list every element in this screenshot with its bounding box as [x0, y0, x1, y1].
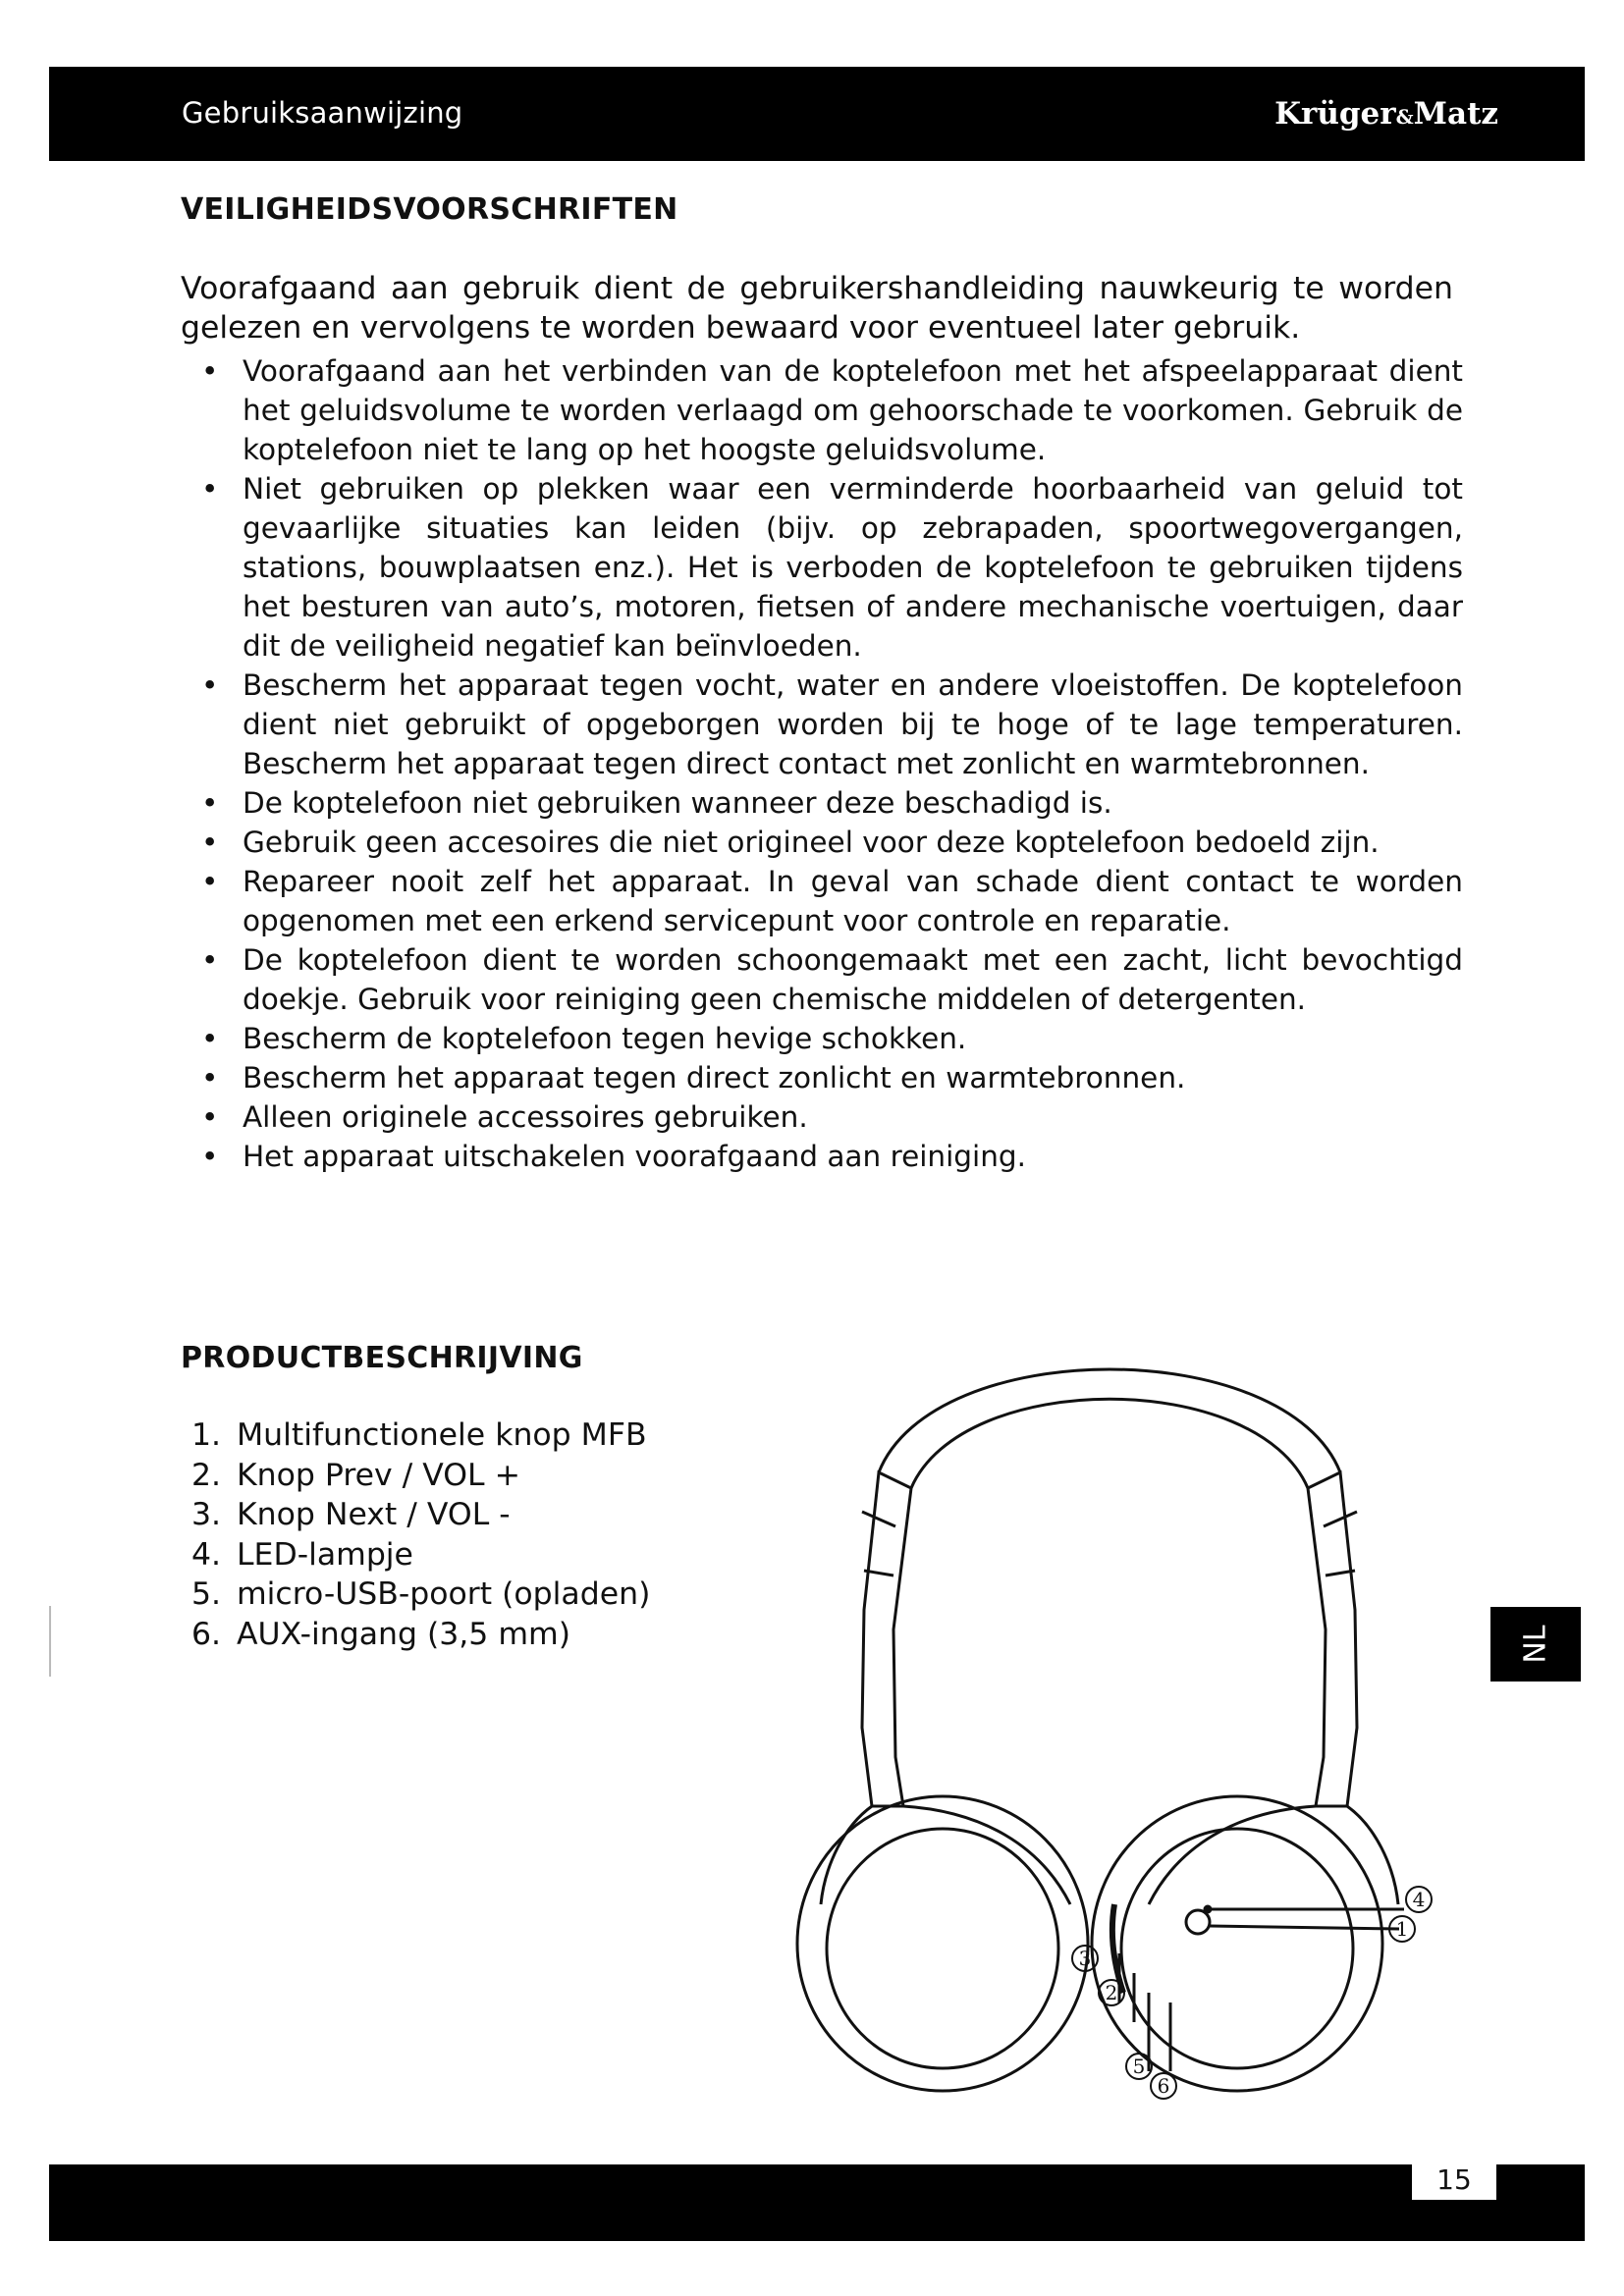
right-earcup-inner — [1121, 1829, 1353, 2068]
language-tab — [1490, 1607, 1581, 1682]
right-earcup-hinge — [1149, 1806, 1316, 1904]
bullet-glyph: • — [201, 826, 219, 859]
list-item — [201, 1058, 1463, 1097]
part-label: Knop Prev / VOL + — [237, 1457, 521, 1493]
headband-inner — [911, 1399, 1308, 1488]
bullet-glyph: • — [201, 1100, 219, 1134]
callout-4: 4 — [1412, 1888, 1426, 1911]
headband-outer — [879, 1369, 1340, 1472]
safety-intro: Voorafgaand aan gebruik dient de gebruikershandleiding nauwkeurig te worden gelezen en vervolgens te worden bewaard voor eventueel later gebruik. — [181, 271, 1453, 346]
list-item — [201, 940, 1463, 1019]
leader-line — [1210, 1926, 1399, 1929]
right-earcup-outer — [1092, 1796, 1382, 2091]
list-item — [201, 823, 1463, 862]
part-item — [191, 1535, 650, 1575]
list-item — [201, 1137, 1463, 1176]
list-item-text: Alleen originele accessoires gebruiken. — [243, 1100, 808, 1134]
list-item — [201, 1019, 1463, 1058]
right-slider-edge — [1324, 1512, 1357, 1526]
list-item-text: De koptelefoon niet gebruiken wanneer deze beschadigd is. — [243, 786, 1112, 820]
list-item-text: Repareer nooit zelf het apparaat. In geval van schade dient contact te worden opgenomen met een erkend servicepunt voor controle en reparatie. — [243, 865, 1463, 937]
bullet-glyph: • — [201, 1140, 219, 1173]
part-item — [191, 1495, 650, 1535]
part-item — [191, 1456, 650, 1496]
page-number: 15 — [1412, 2161, 1496, 2200]
list-item — [201, 469, 1463, 666]
bullet-glyph: • — [201, 472, 219, 506]
margin-mark — [49, 1606, 51, 1677]
list-item-text: Bescherm het apparaat tegen direct zonlicht en warmtebronnen. — [243, 1061, 1186, 1095]
callout-1: 1 — [1395, 1917, 1409, 1941]
left-earcup-hinge — [903, 1806, 1070, 1904]
list-item-text: Voorafgaand aan het verbinden van de koptelefoon met het afspeelapparaat dient het geluidsvolume te worden verlaagd om gehoorschade te voorkomen. Gebruik de koptelefoon niet te lang op het hoogste geluidsvolume. — [243, 354, 1463, 466]
list-item-text: De koptelefoon dient te worden schoongemaakt met een zacht, licht bevochtigd doekje. Gebruik voor reiniging geen chemische middelen of detergenten. — [243, 943, 1463, 1016]
safety-heading: VEILIGHEIDSVOORSCHRIFTEN — [181, 192, 678, 227]
brand-name-part: Krüger — [1274, 96, 1396, 132]
list-item-text: Bescherm het apparaat tegen vocht, water en andere vloeistoffen. De koptelefoon dient niet gebruikt of opgeborgen worden bij te hoge of te lage temperaturen. Bescherm het apparaat tegen direct contact met zonlicht en warmtebronnen. — [243, 668, 1463, 780]
part-number: 1. — [191, 1417, 222, 1453]
list-item — [201, 862, 1463, 940]
brand-logo — [1274, 96, 1498, 132]
part-number: 2. — [191, 1457, 222, 1493]
part-number: 5. — [191, 1576, 222, 1612]
bullet-glyph: • — [201, 1022, 219, 1055]
brand-name-part: Matz — [1413, 96, 1498, 132]
safety-list — [201, 351, 1463, 1176]
part-item — [191, 1615, 650, 1655]
list-item-text: Het apparaat uitschakelen voorafgaand aan reiniging. — [243, 1140, 1027, 1173]
bullet-glyph: • — [201, 943, 219, 977]
parts-list — [191, 1415, 650, 1654]
list-item-text: Bescherm de koptelefoon tegen hevige schokken. — [243, 1022, 967, 1055]
part-label: Knop Next / VOL - — [237, 1497, 511, 1532]
product-heading: PRODUCTBESCHRIJVING — [181, 1341, 583, 1375]
list-item-text: Gebruik geen accesoires die niet origineel voor deze koptelefoon bedoeld zijn. — [243, 826, 1380, 859]
part-label: LED-lampje — [237, 1536, 413, 1573]
callout-5: 5 — [1132, 2055, 1146, 2078]
left-slider-edge — [862, 1512, 895, 1526]
part-number: 4. — [191, 1536, 222, 1573]
part-number: 6. — [191, 1616, 222, 1652]
bullet-glyph: • — [201, 865, 219, 898]
brand-ampersand: & — [1395, 105, 1414, 129]
list-item — [201, 666, 1463, 783]
mfb-button — [1186, 1910, 1210, 1934]
headphones-illustration — [785, 1315, 1434, 2120]
language-label: NL — [1518, 1625, 1553, 1664]
part-label: AUX-ingang (3,5 mm) — [237, 1616, 571, 1652]
callout-3: 3 — [1078, 1947, 1092, 1970]
list-item — [201, 1097, 1463, 1137]
left-earcup-inner — [827, 1829, 1058, 2068]
bullet-glyph: • — [201, 786, 219, 820]
part-label: Multifunctionele knop MFB — [237, 1417, 647, 1453]
header-title: Gebruiksaanwijzing — [182, 96, 463, 130]
part-label: micro-USB-poort (opladen) — [237, 1576, 651, 1612]
part-number: 3. — [191, 1497, 222, 1532]
bullet-glyph: • — [201, 1061, 219, 1095]
callout-2: 2 — [1105, 1981, 1118, 2004]
bullet-glyph: • — [201, 354, 219, 388]
header-bar — [49, 67, 1585, 161]
list-item — [201, 783, 1463, 823]
list-item — [201, 351, 1463, 469]
footer-bar — [49, 2164, 1585, 2241]
list-item-text: Niet gebruiken op plekken waar een verminderde hoorbaarheid van geluid tot gevaarlijke situaties kan leiden (bijv. op zebrapaden, spoortwegovergangen, stations, bouwplaatsen enz.). Het is verboden de koptelefoon te gebruiken tijdens het besturen van auto’s, motoren, fietsen of andere mechanische voertuigen, daar dit de veiligheid negatief kan beïnvloeden. — [243, 472, 1463, 663]
callout-6: 6 — [1157, 2074, 1170, 2098]
bullet-glyph: • — [201, 668, 219, 702]
part-item — [191, 1575, 650, 1615]
part-item — [191, 1415, 650, 1456]
